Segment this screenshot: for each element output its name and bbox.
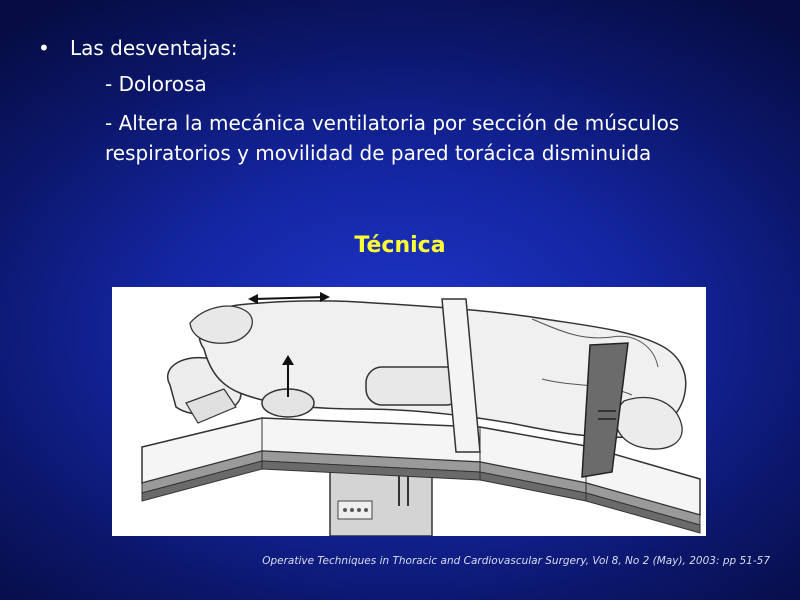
sub-item-mecanica bbox=[105, 108, 679, 168]
bullet-icon: • bbox=[38, 36, 50, 60]
bullet-item bbox=[38, 34, 237, 62]
bullet-label: Las desventajas: bbox=[70, 36, 238, 60]
sub-item-line-2: respiratorios y movilidad de pared torácica disminuida bbox=[105, 141, 652, 165]
sub-item-dolorosa: - Dolorosa bbox=[105, 72, 207, 96]
sub-item-line-1: - Altera la mecánica ventilatoria por sección de músculos bbox=[105, 111, 680, 135]
surgical-position-illustration bbox=[112, 287, 706, 536]
section-title: Técnica bbox=[354, 233, 446, 258]
citation: Operative Techniques in Thoracic and Cardiovascular Surgery, Vol 8, No 2 (May), 2003: pp 51-57 bbox=[262, 555, 770, 567]
table-pedestal bbox=[330, 472, 432, 536]
